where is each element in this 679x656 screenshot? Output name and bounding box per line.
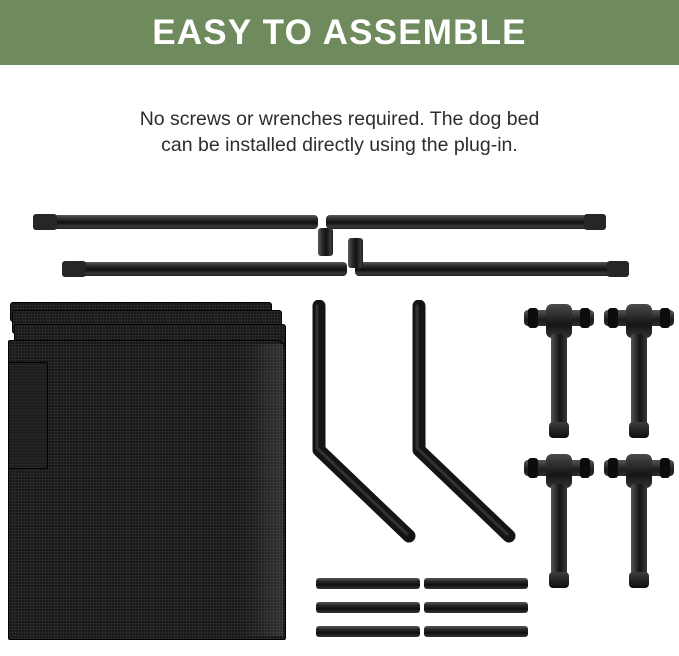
fabric-main-panel xyxy=(8,340,286,640)
rail-end-cap-1 xyxy=(33,214,57,230)
straight-pole-6 xyxy=(424,626,528,637)
foot-post xyxy=(551,484,567,576)
subtitle-line-1: No screws or wrenches required. The dog bed xyxy=(139,108,540,130)
straight-pole-4 xyxy=(424,602,528,613)
long-rail-bottom-right xyxy=(355,262,629,276)
fabric-cover xyxy=(8,302,304,642)
subtitle-text xyxy=(0,106,679,158)
foot-hub xyxy=(626,454,652,488)
foot-notch-left xyxy=(608,458,618,478)
parts-layout xyxy=(0,190,679,656)
straight-pole-3 xyxy=(316,602,420,613)
foot-assembly-bottom-right xyxy=(604,452,674,592)
rail-end-cap-2 xyxy=(584,214,606,230)
foot-notch-right xyxy=(580,308,590,328)
bent-leg-right xyxy=(405,300,525,550)
straight-pole-2 xyxy=(424,578,528,589)
foot-hub xyxy=(546,304,572,338)
foot-post xyxy=(631,484,647,576)
foot-post xyxy=(631,334,647,426)
foot-hub xyxy=(626,304,652,338)
foot-hub xyxy=(546,454,572,488)
foot-ferrule xyxy=(629,422,649,438)
long-rail-top-right xyxy=(326,215,606,229)
foot-assembly-top-right xyxy=(604,302,674,442)
straight-pole-1 xyxy=(316,578,420,589)
rail-end-cap-4 xyxy=(607,261,629,277)
long-rail-top-left xyxy=(33,215,318,229)
foot-notch-right xyxy=(580,458,590,478)
fabric-corner-flap xyxy=(8,362,48,469)
foot-notch-left xyxy=(528,308,538,328)
foot-notch-left xyxy=(528,458,538,478)
foot-assembly-top-left xyxy=(524,302,594,442)
header-banner xyxy=(0,0,679,65)
rail-end-cap-3 xyxy=(62,261,86,277)
foot-ferrule xyxy=(549,572,569,588)
foot-assembly-bottom-left xyxy=(524,452,594,592)
foot-ferrule xyxy=(629,572,649,588)
straight-pole-5 xyxy=(316,626,420,637)
foot-notch-right xyxy=(660,308,670,328)
foot-ferrule xyxy=(549,422,569,438)
foot-notch-right xyxy=(660,458,670,478)
long-rail-bottom-left xyxy=(62,262,347,276)
page-title: EASY TO ASSEMBLE xyxy=(152,13,527,52)
t-connector-stub-upper xyxy=(318,228,333,256)
t-connector-stub-lower xyxy=(348,238,363,268)
foot-post xyxy=(551,334,567,426)
foot-notch-left xyxy=(608,308,618,328)
subtitle-line-2: can be installed directly using the plug-in. xyxy=(161,134,518,156)
